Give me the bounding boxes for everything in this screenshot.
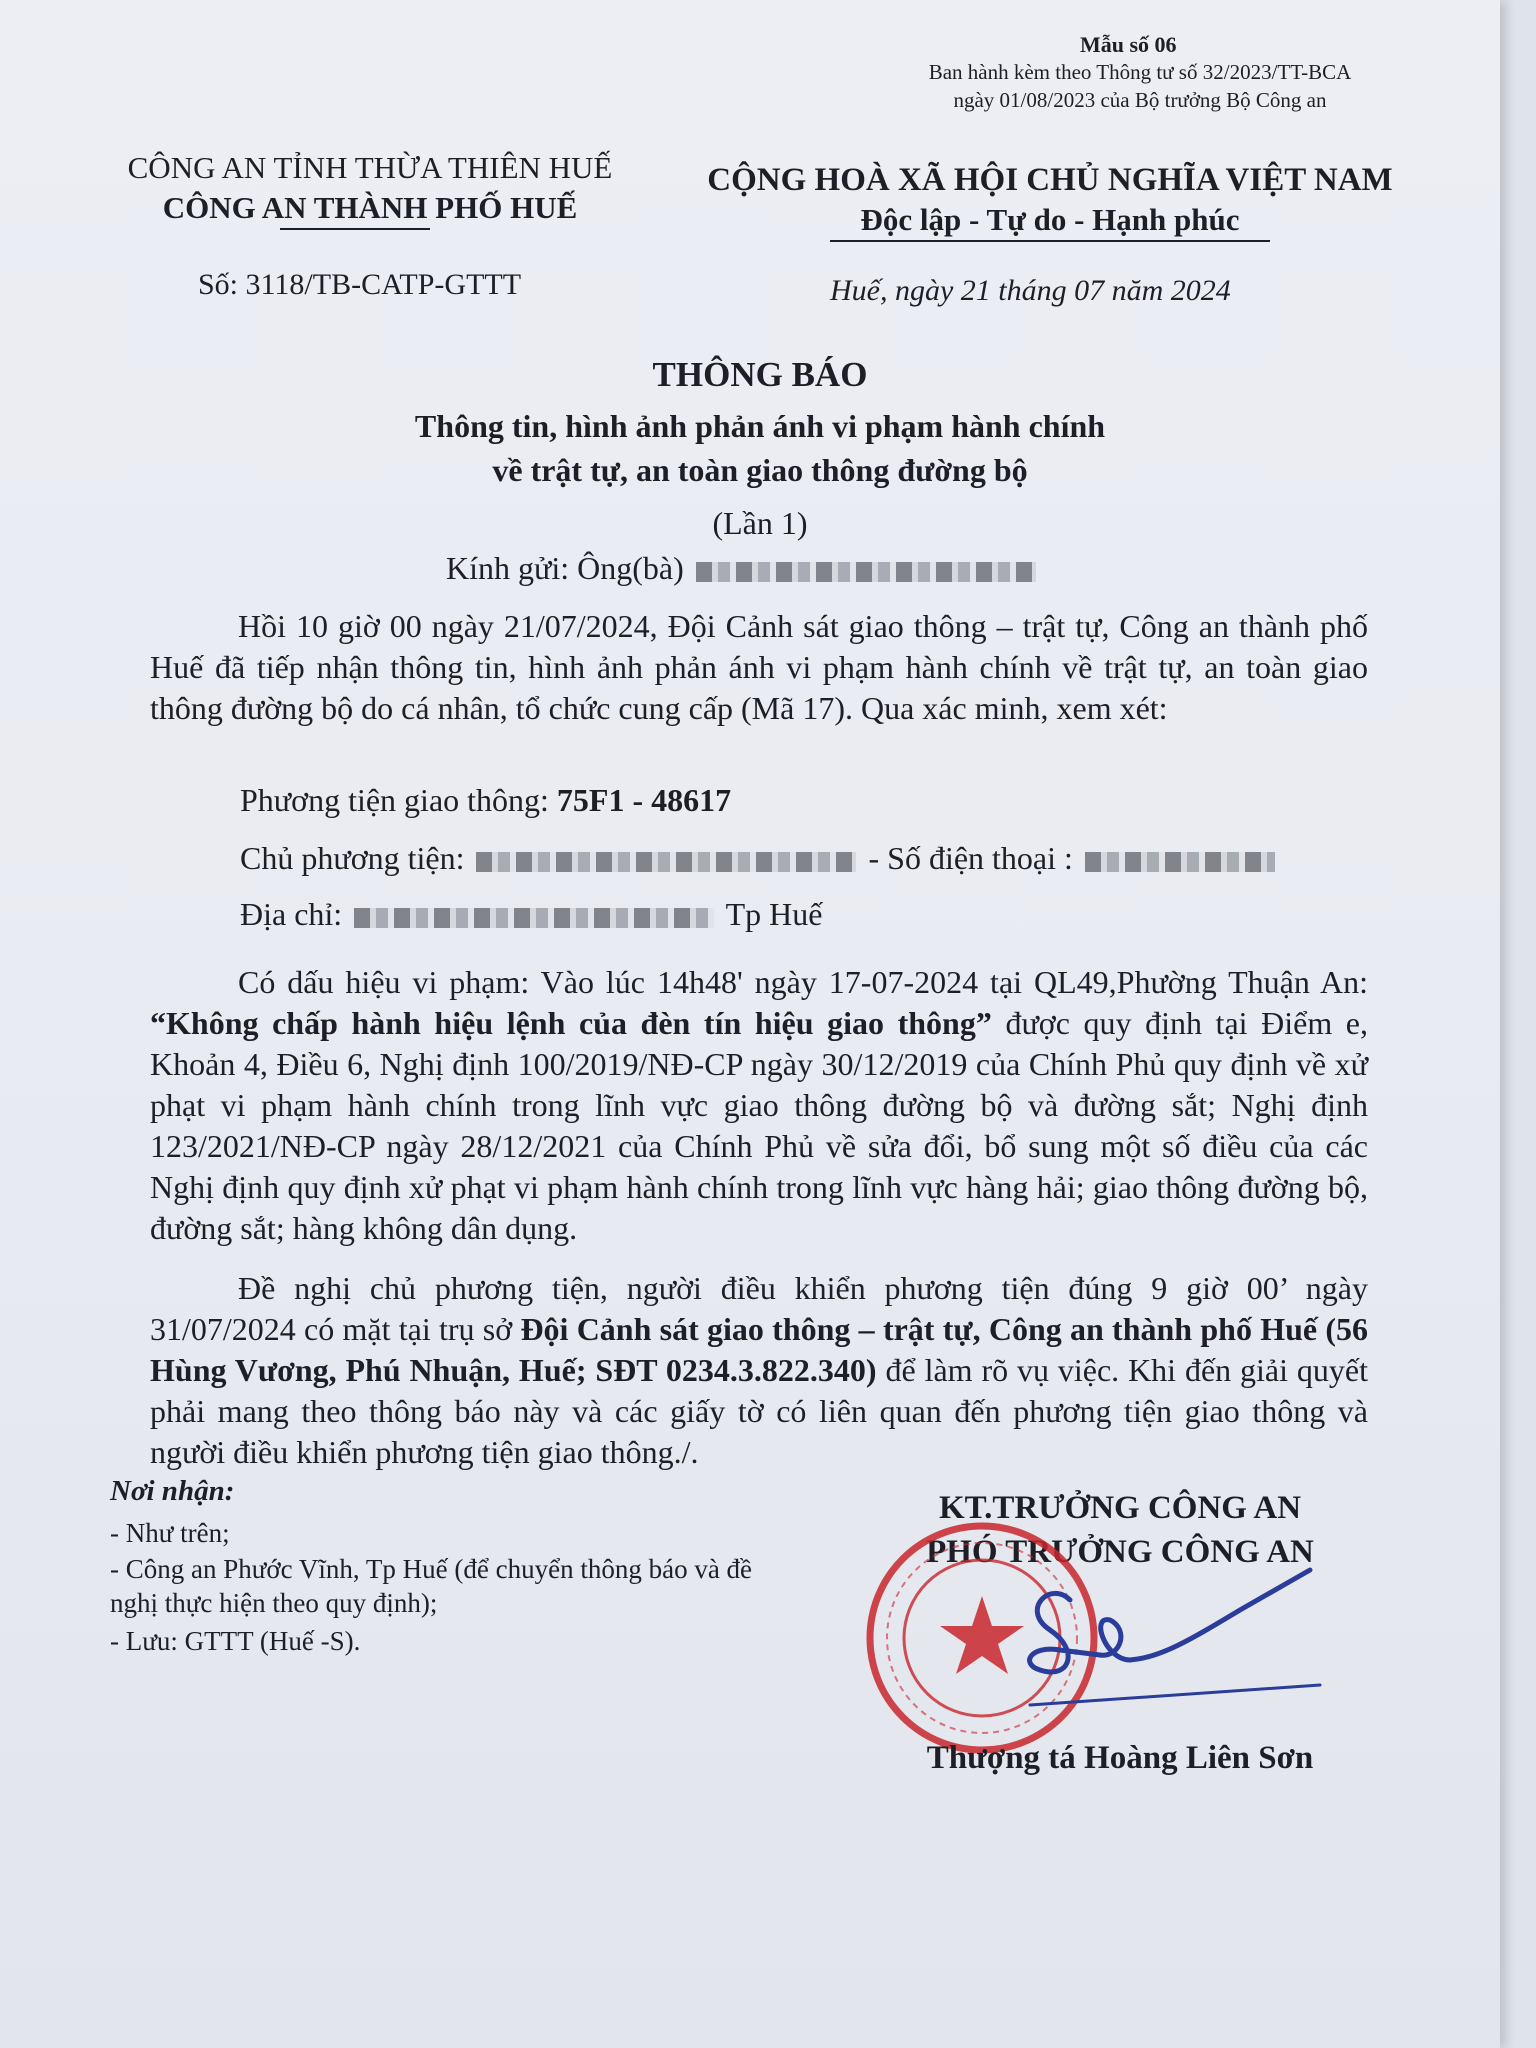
violation-paragraph	[150, 962, 1368, 1249]
request-text-1: Đề nghị chủ phương tiện, người điều khiển phương tiện đúng 9 giờ 00’ ngày 31/07/2024 có mặt tại trụ sở	[150, 1270, 1368, 1347]
address-label: Địa chỉ:	[240, 896, 351, 932]
recipient-line	[446, 550, 1040, 587]
motto-underline	[830, 240, 1270, 242]
document-number: Số: 3118/TB-CATP-GTTT	[198, 268, 522, 301]
redacted-phone	[1085, 852, 1275, 872]
form-note-line1: Ban hành kèm theo Thông tư số 32/2023/TT-BCA	[928, 60, 1352, 84]
recipient-label: Kính gửi: Ông(bà)	[446, 550, 684, 586]
agency-name: CÔNG AN THÀNH PHỐ HUẾ	[162, 190, 578, 225]
subtitle-line1: Thông tin, hình ảnh phản ánh vi phạm hành chính	[414, 408, 1106, 444]
recipients-line3: - Lưu: GTTT (Huế -S).	[110, 1626, 361, 1656]
vehicle-label: Phương tiện giao thông:	[240, 782, 557, 818]
form-note-line2: ngày 01/08/2023 của Bộ trưởng Bộ Công an	[953, 88, 1327, 112]
violation-name: “Không chấp hành hiệu lệnh của đèn tín hiệu giao thông”	[150, 1005, 992, 1041]
request-paragraph	[150, 1268, 1368, 1473]
signature-title-1: KT.TRƯỞNG CÔNG AN	[938, 1490, 1302, 1526]
redacted-address	[354, 908, 714, 928]
phone-label: - Số điện thoại :	[860, 840, 1081, 876]
address-city: Tp Huế	[725, 896, 823, 932]
violation-text-1: Có dấu hiệu vi phạm: Vào lúc 14h48' ngày 17-07-2024 tại QL49,Phường Thuận An:	[238, 964, 1368, 1000]
intro-paragraph: Hồi 10 giờ 00 ngày 21/07/2024, Đội Cảnh sát giao thông – trật tự, Công an thành phố Huế đã tiếp nhận thông tin, hình ảnh phản ánh vi phạm hành chính về trật tự, an toàn giao thông đường bộ do cá nhân, tổ chức cung cấp (Mã 17). Qua xác minh, xem xét:	[150, 608, 1368, 726]
subtitle-line2: về trật tự, an toàn giao thông đường bộ	[492, 452, 1028, 488]
address-line	[240, 896, 822, 933]
violation-text-2: được quy định tại Điểm e, Khoản 4, Điều 6, Nghị định 100/2019/NĐ-CP ngày 30/12/2019 của Chính Phủ quy định về xử phạt vi phạm hành chính trong lĩnh vực giao thông đường bộ và đường sắt; Nghị định 123/2021/NĐ-CP ngày 28/12/2021 của Chính Phủ về sửa đổi, bổ sung một số điều của các Nghị định quy định xử phạt vi phạm hành chính trong lĩnh vực hàng hải; giao thông đường bộ, đường sắt; hàng không dân dụng.	[150, 1005, 1369, 1246]
request-office: Đội Cảnh sát giao thông – trật tự, Công an thành phố Huế (56 Hùng Vương, Phú Nhuận, Huế; SĐT 0234.3.822.340)	[150, 1311, 1369, 1388]
nation-motto: Độc lập - Tự do - Hạnh phúc	[860, 202, 1240, 237]
agency-underline	[280, 228, 430, 230]
form-number: Mẫu số 06	[1080, 32, 1177, 57]
vehicle-plate: 75F1 - 48617	[556, 782, 732, 818]
redacted-name	[696, 562, 1036, 582]
nation-title: CỘNG HOÀ XÃ HỘI CHỦ NGHĨA VIỆT NAM	[707, 162, 1393, 198]
agency-parent: CÔNG AN TỈNH THỪA THIÊN HUẾ	[127, 150, 613, 185]
handwritten-signature	[1010, 1560, 1330, 1720]
signer-name: Thượng tá Hoàng Liên Sơn	[926, 1740, 1314, 1776]
place-date: Huế, ngày 21 tháng 07 năm 2024	[830, 274, 1231, 307]
document-title: THÔNG BÁO	[652, 355, 868, 394]
notice-times: (Lần 1)	[712, 505, 808, 541]
owner-line	[240, 840, 1279, 877]
recipients-line1: - Như trên;	[110, 1518, 230, 1548]
recipients-line2: - Công an Phước Vĩnh, Tp Huế (để chuyển thông báo và đề nghị thực hiện theo quy định);	[110, 1554, 753, 1618]
vehicle-line	[240, 782, 731, 819]
redacted-owner	[476, 852, 856, 872]
owner-label: Chủ phương tiện:	[240, 840, 473, 876]
request-text-2: để làm rõ vụ việc. Khi đến giải quyết phải mang theo thông báo này và các giấy tờ có liên quan đến phương tiện giao thông và người điều khiển phương tiện giao thông./.	[150, 1352, 1369, 1470]
recipients-title: Nơi nhận:	[110, 1475, 235, 1507]
signature-title-2: PHÓ TRƯỞNG CÔNG AN	[926, 1534, 1314, 1570]
